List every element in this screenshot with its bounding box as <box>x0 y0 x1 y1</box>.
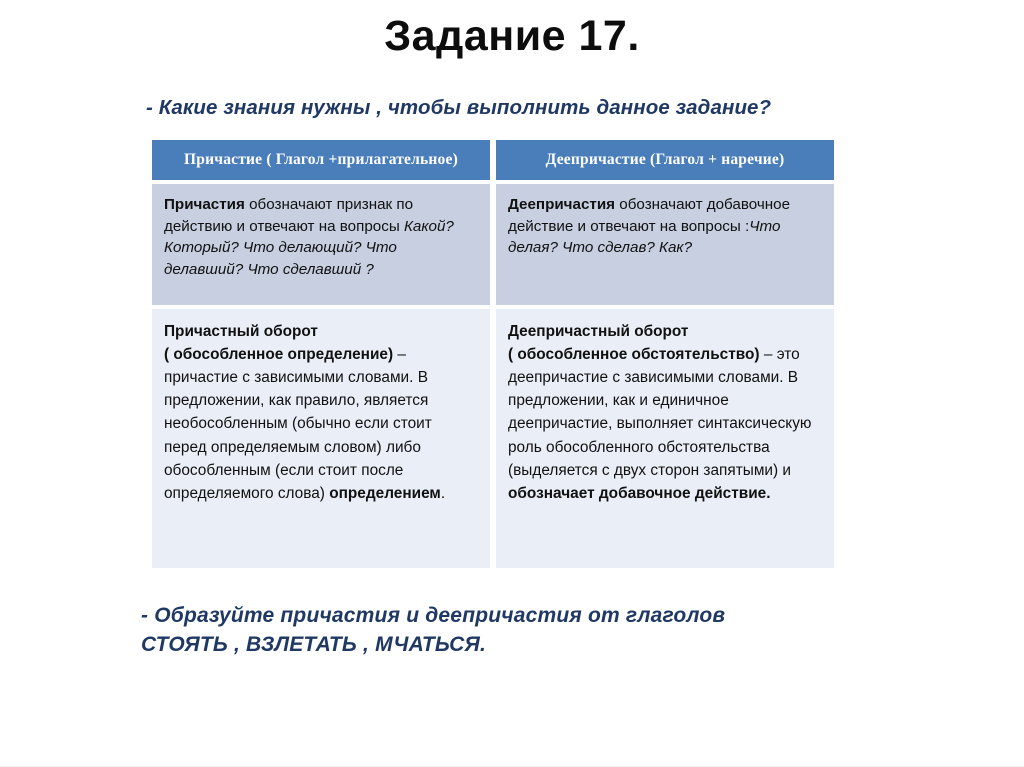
participial-phrase-title-line1: Причастный оборот <box>164 323 318 340</box>
table-header-row <box>152 140 834 180</box>
table-header-cell-participle <box>152 140 490 180</box>
participle-definition-body: обозначают признак по действию и отвечают на вопросы <box>164 196 414 235</box>
bottom-task-text <box>141 602 941 660</box>
table-row <box>152 309 834 568</box>
adverbial-phrase-tail: обозначает добавочное действие. <box>508 484 771 502</box>
participial-phrase-tail: определением <box>329 484 441 502</box>
participle-definition-questions: Какой? Который? Что делающий? Что делавший? Что сделавший ? <box>164 217 454 278</box>
table-header-cell-gerund <box>496 140 834 180</box>
adverbial-phrase-body: это деепричастие с зависимыми словами. В предложении, как и единичное деепричастие, выполняет синтаксическую роль обособленного обстоятельства (выделяется с двух сторон запятыми) и <box>508 346 812 479</box>
table-row <box>152 184 834 305</box>
gerund-definition-text <box>508 194 820 259</box>
page-title: Задание 17. <box>384 12 640 60</box>
adverbial-phrase-title-line2: ( обособленное обстоятельство) <box>508 346 760 364</box>
comparison-table <box>152 140 834 568</box>
bottom-task-line-1: - Образуйте причастия и деепричастия от глаголов <box>141 604 726 627</box>
participle-definition-lead: Причастия <box>164 196 245 213</box>
participial-phrase-dash: – <box>393 346 406 364</box>
table-cell-adverbial-phrase <box>496 309 834 568</box>
subtitle-question: - Какие знания нужны , чтобы выполнить данное задание? <box>146 96 772 119</box>
table-cell-participial-phrase <box>152 309 490 568</box>
participial-phrase-title-line2: ( обособленное определение) <box>164 346 394 364</box>
table-cell-gerund-definition <box>496 184 834 305</box>
table-header-label-gerund: Деепричастие (Глагол + наречие) <box>545 151 785 169</box>
bottom-task-line-2: СТОЯТЬ , ВЗЛЕТАТЬ , МЧАТЬСЯ. <box>141 632 487 656</box>
participle-definition-text <box>164 194 476 280</box>
adverbial-phrase-title-line1: Деепричастный оборот <box>508 323 689 340</box>
participial-phrase-text <box>164 320 472 505</box>
adverbial-phrase-dash: – <box>759 346 777 364</box>
adverbial-phrase-text <box>508 320 816 505</box>
participial-phrase-body: причастие с зависимыми словами. В предложении, как правило, является необособленным (обычно если стоит перед определяемым словом) либо обособленным (если стоит после определяемого слова) <box>164 369 432 502</box>
table-header-label-participle: Причастие ( Глагол +прилагательное) <box>184 151 458 169</box>
gerund-definition-body: обозначают добавочное действие и отвечают на вопросы : <box>508 196 791 235</box>
participial-phrase-tail-end: . <box>440 484 446 502</box>
gerund-definition-questions: Что делая? Что сделав? Как? <box>508 217 781 257</box>
table-cell-participle-definition <box>152 184 490 305</box>
gerund-definition-lead: Деепричастия <box>508 196 616 213</box>
